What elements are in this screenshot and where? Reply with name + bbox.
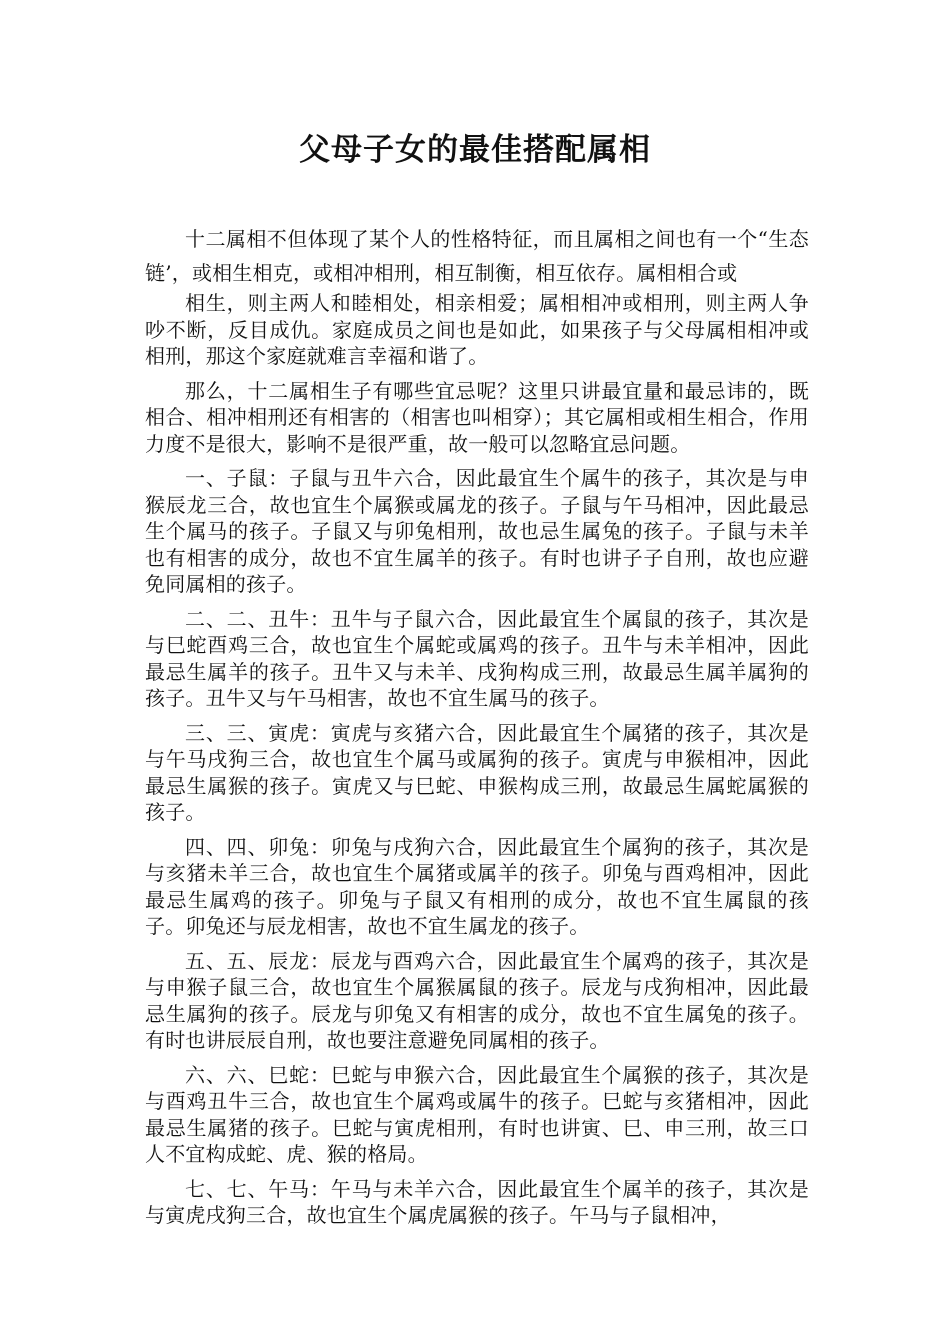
paragraph-rabbit: 四、四、卯兔：卯兔与戌狗六合，因此最宜生个属狗的孩子，其次是与亥猪未羊三合，故也宜生个属猪或属羊的孩子。卯兔与酉鸡相冲，因此最忌生属鸡的孩子。卯兔与子鼠又有相刑的成分，故也不宜生属鼠的孩子。卯兔还与辰龙相害，故也不宜生属龙的孩子。 [145,834,809,938]
document-body [145,222,809,1237]
paragraph-ox: 二、二、丑牛：丑牛与子鼠六合，因此最宜生个属鼠的孩子，其次是与巳蛇酉鸡三合，故也宜生个属蛇或属鸡的孩子。丑牛与未羊相冲，因此最忌生属羊的孩子。丑牛又与未羊、戌狗构成三刑，故最忌生属羊属狗的孩子。丑牛又与午马相害，故也不宜生属马的孩子。 [145,606,809,710]
paragraph-horse: 七、七、午马：午马与未羊六合，因此最宜生个属羊的孩子，其次是与寅虎戌狗三合，故也宜生个属虎属猴的孩子。午马与子鼠相冲， [145,1176,809,1227]
document-title: 父母子女的最佳搭配属相 [299,132,651,168]
paragraph-intro-3: 那么，十二属相生子有哪些宜忌呢？这里只讲最宜量和最忌讳的，既相合、相冲相刑还有相害的（相害也叫相穿）；其它属相或相生相合，作用力度不是很大，影响不是很严重，故一般可以忽略宜忌问题。 [145,378,809,456]
paragraph-rat: 一、子鼠：子鼠与丑牛六合，因此最宜生个属牛的孩子，其次是与申猴辰龙三合，故也宜生个属猴或属龙的孩子。子鼠与午马相冲，因此最忌生个属马的孩子。子鼠又与卯兔相刑，故也忌生属兔的孩子。子鼠与未羊也有相害的成分，故也不宜生属羊的孩子。有时也讲子子自刑，故也应避免同属相的孩子。 [145,466,809,596]
paragraph-snake: 六、六、巳蛇：巳蛇与申猴六合，因此最宜生个属猴的孩子，其次是与酉鸡丑牛三合，故也宜生个属鸡或属牛的孩子。巳蛇与亥猪相冲，因此最忌生属猪的孩子。巳蛇与寅虎相刑，有时也讲寅、巳、申三刑，故三口人不宜构成蛇、虎、猴的格局。 [145,1062,809,1166]
paragraph-intro-2: 相生，则主两人和睦相处，相亲相爱；属相相冲或相刑，则主两人争吵不断，反目成仇。家庭成员之间也是如此，如果孩子与父母属相相冲或相刑，那这个家庭就难言幸福和谐了。 [145,291,809,368]
paragraph-tiger: 三、三、寅虎：寅虎与亥猪六合，因此最宜生个属猪的孩子，其次是与午马戌狗三合，故也宜生个属马或属狗的孩子。寅虎与申猴相冲，因此最忌生属猴的孩子。寅虎又与巳蛇、申猴构成三刑，故最忌生属蛇属猴的孩子。 [145,720,809,824]
paragraph-dragon: 五、五、辰龙：辰龙与酉鸡六合，因此最宜生个属鸡的孩子，其次是与申猴子鼠三合，故也宜生个属猴属鼠的孩子。辰龙与戌狗相冲，因此最忌生属狗的孩子。辰龙与卯兔又有相害的成分，故也不宜生属兔的孩子。有时也讲辰辰自刑，故也要注意避免同属相的孩子。 [145,948,809,1052]
paragraph-intro-1: 十二属相不但体现了某个人的性格特征，而且属相之间也有一个“生态链’，或相生相克，或相冲相刑，相互制衡，相互依存。属相相合或 [145,227,809,285]
